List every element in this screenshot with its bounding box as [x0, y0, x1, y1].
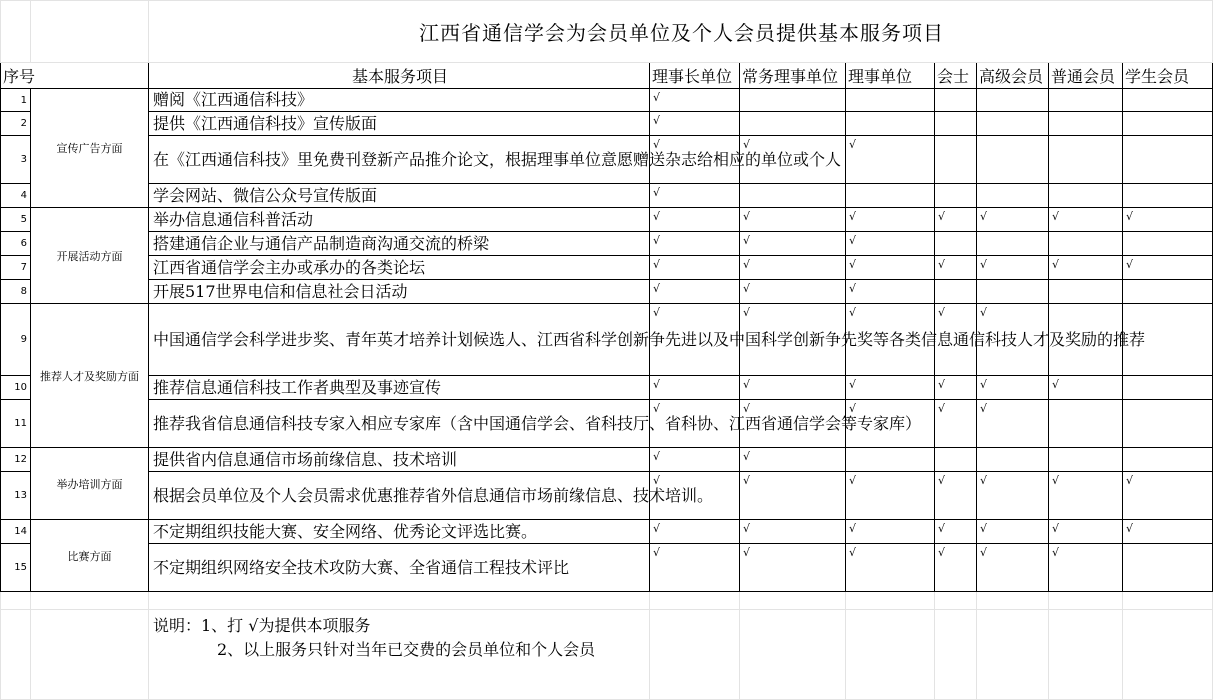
check-mark-cell[interactable]: √	[935, 256, 977, 280]
table-row	[1, 232, 1213, 256]
empty-cell[interactable]	[149, 592, 650, 610]
check-mark-cell[interactable]: √	[740, 544, 846, 592]
empty-cell[interactable]	[977, 89, 1049, 112]
empty-cell[interactable]	[935, 280, 977, 304]
empty-cell[interactable]	[1123, 232, 1213, 256]
row-seq[interactable]: 1	[1, 89, 31, 112]
row-seq[interactable]: 2	[1, 112, 31, 136]
check-mark-cell[interactable]: √	[846, 256, 935, 280]
empty-cell[interactable]	[846, 448, 935, 472]
check-mark-cell[interactable]: √	[846, 520, 935, 544]
row-seq[interactable]: 15	[1, 544, 31, 592]
check-mark-cell[interactable]: √	[977, 304, 1049, 376]
category-cell[interactable]: 推荐人才及奖励方面	[31, 304, 149, 448]
check-mark-cell[interactable]: √	[740, 256, 846, 280]
check-mark-cell[interactable]: √	[1049, 472, 1123, 520]
check-mark-cell[interactable]: √	[740, 400, 846, 448]
empty-cell[interactable]	[1123, 89, 1213, 112]
empty-cell[interactable]	[1049, 89, 1123, 112]
service-item[interactable]: 举办信息通信科普活动	[149, 208, 650, 232]
table-row	[1, 184, 1213, 208]
empty-cell[interactable]	[1049, 280, 1123, 304]
empty-cell[interactable]	[1049, 184, 1123, 208]
check-mark-cell[interactable]: √	[650, 232, 740, 256]
spacer-row	[1, 592, 1213, 610]
check-mark-cell[interactable]: √	[1123, 256, 1213, 280]
header-member-type[interactable]: 会士	[935, 63, 977, 89]
table-row	[1, 112, 1213, 136]
check-mark-cell[interactable]: √	[650, 448, 740, 472]
table-row	[1, 544, 1213, 592]
service-item[interactable]: 推荐我省信息通信科技专家入相应专家库（含中国通信学会、省科技厅、省科协、江西省通信学会等专家库）	[149, 400, 650, 448]
row-seq[interactable]: 3	[1, 136, 31, 184]
empty-cell[interactable]	[1049, 112, 1123, 136]
check-mark-cell[interactable]: √	[846, 280, 935, 304]
empty-cell[interactable]	[1123, 376, 1213, 400]
row-seq[interactable]: 11	[1, 400, 31, 448]
check-mark-cell[interactable]: √	[935, 520, 977, 544]
check-mark-cell[interactable]: √	[977, 544, 1049, 592]
empty-cell[interactable]	[650, 610, 740, 700]
check-mark-cell[interactable]: √	[740, 376, 846, 400]
table-row	[1, 376, 1213, 400]
check-mark-cell[interactable]: √	[740, 208, 846, 232]
empty-cell[interactable]	[977, 184, 1049, 208]
check-mark-cell[interactable]: √	[1049, 376, 1123, 400]
check-mark-cell[interactable]: √	[846, 400, 935, 448]
empty-cell[interactable]	[1049, 448, 1123, 472]
service-item[interactable]: 赠阅《江西通信科技》	[149, 89, 650, 112]
check-mark-cell[interactable]: √	[846, 208, 935, 232]
empty-cell[interactable]	[740, 112, 846, 136]
check-mark-cell[interactable]: √	[846, 472, 935, 520]
empty-cell[interactable]	[740, 610, 846, 700]
check-mark-cell[interactable]: √	[935, 376, 977, 400]
check-mark-cell[interactable]: √	[650, 208, 740, 232]
service-item[interactable]: 在《江西通信科技》里免费刊登新产品推介论文，根据理事单位意愿赠送杂志给相应的单位或个人	[149, 136, 650, 184]
check-mark-cell[interactable]: √	[740, 520, 846, 544]
empty-cell[interactable]	[1049, 136, 1123, 184]
check-mark-cell[interactable]: √	[935, 304, 977, 376]
check-mark-cell[interactable]: √	[650, 544, 740, 592]
table-row	[1, 448, 1213, 472]
empty-cell[interactable]	[1, 592, 31, 610]
check-mark-cell[interactable]: √	[846, 304, 935, 376]
empty-cell[interactable]	[846, 592, 935, 610]
check-mark-cell[interactable]: √	[1049, 544, 1123, 592]
empty-cell[interactable]	[977, 232, 1049, 256]
row-seq[interactable]: 6	[1, 232, 31, 256]
empty-cell[interactable]	[977, 610, 1049, 700]
service-item[interactable]: 根据会员单位及个人会员需求优惠推荐省外信息通信市场前缘信息、技术培训。	[149, 472, 650, 520]
row-seq[interactable]: 12	[1, 448, 31, 472]
row-seq[interactable]: 5	[1, 208, 31, 232]
empty-cell[interactable]	[1049, 232, 1123, 256]
row-seq[interactable]: 9	[1, 304, 31, 376]
notes[interactable]	[149, 610, 650, 700]
empty-cell[interactable]	[1049, 400, 1123, 448]
empty-cell[interactable]	[935, 184, 977, 208]
empty-cell[interactable]	[1049, 592, 1123, 610]
empty-cell[interactable]	[977, 112, 1049, 136]
empty-cell[interactable]	[977, 280, 1049, 304]
note-line-1: 说明：1、打 √为提供本项服务	[153, 616, 371, 635]
check-mark-cell[interactable]: √	[650, 280, 740, 304]
check-mark-cell[interactable]: √	[650, 520, 740, 544]
empty-cell[interactable]	[977, 448, 1049, 472]
category-cell[interactable]: 开展活动方面	[31, 208, 149, 304]
category-cell[interactable]: 举办培训方面	[31, 448, 149, 520]
empty-cell[interactable]	[1123, 400, 1213, 448]
page-title: 江西省通信学会为会员单位及个人会员提供基本服务项目	[149, 1, 1213, 63]
empty-cell[interactable]	[846, 610, 935, 700]
empty-cell[interactable]	[935, 610, 977, 700]
header-member-type[interactable]: 学生会员	[1123, 63, 1213, 89]
check-mark-cell[interactable]: √	[650, 89, 740, 112]
service-item[interactable]: 不定期组织技能大赛、安全网络、优秀论文评选比赛。	[149, 520, 650, 544]
empty-cell[interactable]	[935, 592, 977, 610]
header-service[interactable]: 基本服务项目	[149, 63, 650, 89]
empty-cell[interactable]	[846, 184, 935, 208]
check-mark-cell[interactable]: √	[846, 376, 935, 400]
check-mark-cell[interactable]: √	[1123, 208, 1213, 232]
check-mark-cell[interactable]: √	[846, 136, 935, 184]
empty-cell[interactable]	[740, 592, 846, 610]
empty-cell[interactable]	[31, 592, 149, 610]
check-mark-cell[interactable]: √	[740, 136, 846, 184]
check-mark-cell[interactable]: √	[1049, 256, 1123, 280]
check-mark-cell[interactable]: √	[977, 376, 1049, 400]
check-mark-cell[interactable]: √	[935, 472, 977, 520]
empty-cell[interactable]	[1123, 610, 1213, 700]
check-mark-cell[interactable]: √	[1049, 520, 1123, 544]
empty-cell[interactable]	[935, 232, 977, 256]
row-seq[interactable]: 10	[1, 376, 31, 400]
check-mark-cell[interactable]: √	[1049, 208, 1123, 232]
header-member-type[interactable]: 高级会员	[977, 63, 1049, 89]
empty-cell[interactable]	[1, 610, 31, 700]
row-seq[interactable]: 4	[1, 184, 31, 208]
empty-cell[interactable]	[1123, 448, 1213, 472]
empty-cell[interactable]	[1123, 184, 1213, 208]
table-row	[1, 256, 1213, 280]
header-member-type[interactable]: 理事单位	[846, 63, 935, 89]
empty-cell[interactable]	[1123, 592, 1213, 610]
empty-cell[interactable]	[1123, 136, 1213, 184]
check-mark-cell[interactable]: √	[740, 232, 846, 256]
service-item[interactable]: 学会网站、微信公众号宣传版面	[149, 184, 650, 208]
category-cell[interactable]: 宣传广告方面	[31, 89, 149, 208]
check-mark-cell[interactable]: √	[935, 208, 977, 232]
title-row	[1, 1, 1213, 63]
check-mark-cell[interactable]: √	[650, 256, 740, 280]
empty-cell[interactable]	[1049, 610, 1123, 700]
empty-cell[interactable]	[846, 112, 935, 136]
table-row	[1, 520, 1213, 544]
service-item[interactable]: 搭建通信企业与通信产品制造商沟通交流的桥梁	[149, 232, 650, 256]
empty-cell[interactable]	[935, 112, 977, 136]
service-item[interactable]: 提供省内信息通信市场前缘信息、技术培训	[149, 448, 650, 472]
table-row	[1, 472, 1213, 520]
check-mark-cell[interactable]: √	[935, 544, 977, 592]
service-item[interactable]: 中国通信学会科学进步奖、青年英才培养计划候选人、江西省科学创新争先进以及中国科学创新争先奖等各类信息通信科技人才及奖励的推荐	[149, 304, 650, 376]
check-mark-cell[interactable]: √	[935, 400, 977, 448]
empty-cell[interactable]	[977, 592, 1049, 610]
service-item[interactable]: 不定期组织网络安全技术攻防大赛、全省通信工程技术评比	[149, 544, 650, 592]
empty-cell[interactable]	[846, 89, 935, 112]
header-seq[interactable]: 序号	[1, 63, 149, 89]
check-mark-cell[interactable]: √	[977, 520, 1049, 544]
row-seq[interactable]: 8	[1, 280, 31, 304]
category-cell[interactable]: 比赛方面	[31, 520, 149, 592]
row-seq[interactable]: 14	[1, 520, 31, 544]
check-mark-cell[interactable]: √	[650, 184, 740, 208]
table-row	[1, 400, 1213, 448]
check-mark-cell[interactable]: √	[650, 376, 740, 400]
check-mark-cell[interactable]: √	[740, 472, 846, 520]
empty-cell[interactable]	[935, 136, 977, 184]
note-line-2: 2、以上服务只针对当年已交费的会员单位和个人会员	[217, 640, 596, 659]
header-member-type[interactable]: 理事长单位	[650, 63, 740, 89]
empty-cell[interactable]	[935, 89, 977, 112]
check-mark-cell[interactable]: √	[740, 448, 846, 472]
check-mark-cell[interactable]: √	[650, 472, 740, 520]
check-mark-cell[interactable]: √	[740, 304, 846, 376]
check-mark-cell[interactable]: √	[977, 400, 1049, 448]
check-mark-cell[interactable]: √	[740, 280, 846, 304]
header-member-type[interactable]: 常务理事单位	[740, 63, 846, 89]
check-mark-cell[interactable]: √	[650, 400, 740, 448]
empty-cell[interactable]	[31, 610, 149, 700]
service-item[interactable]: 江西省通信学会主办或承办的各类论坛	[149, 256, 650, 280]
empty-cell[interactable]	[977, 136, 1049, 184]
notes-row	[1, 610, 1213, 700]
service-item[interactable]: 提供《江西通信科技》宣传版面	[149, 112, 650, 136]
row-seq[interactable]: 13	[1, 472, 31, 520]
empty-cell[interactable]	[1123, 112, 1213, 136]
check-mark-cell[interactable]: √	[977, 256, 1049, 280]
row-seq[interactable]: 7	[1, 256, 31, 280]
check-mark-cell[interactable]: √	[846, 232, 935, 256]
header-member-type[interactable]: 普通会员	[1049, 63, 1123, 89]
check-mark-cell[interactable]: √	[1123, 472, 1213, 520]
empty-cell[interactable]	[1123, 280, 1213, 304]
check-mark-cell[interactable]: √	[650, 112, 740, 136]
check-mark-cell[interactable]: √	[977, 208, 1049, 232]
empty-cell[interactable]	[935, 448, 977, 472]
empty-cell[interactable]	[650, 592, 740, 610]
table-row	[1, 89, 1213, 112]
table-row	[1, 136, 1213, 184]
check-mark-cell[interactable]: √	[650, 136, 740, 184]
check-mark-cell[interactable]: √	[650, 304, 740, 376]
service-item[interactable]: 推荐信息通信科技工作者典型及事迹宣传	[149, 376, 650, 400]
table-row	[1, 280, 1213, 304]
table-row	[1, 208, 1213, 232]
table-row	[1, 304, 1213, 376]
check-mark-cell[interactable]: √	[1123, 520, 1213, 544]
empty-cell[interactable]	[740, 89, 846, 112]
service-item[interactable]: 开展517世界电信和信息社会日活动	[149, 280, 650, 304]
header-row	[1, 63, 1213, 89]
check-mark-cell[interactable]: √	[846, 544, 935, 592]
check-mark-cell[interactable]: √	[977, 472, 1049, 520]
empty-cell[interactable]	[740, 184, 846, 208]
empty-cell[interactable]	[1123, 544, 1213, 592]
